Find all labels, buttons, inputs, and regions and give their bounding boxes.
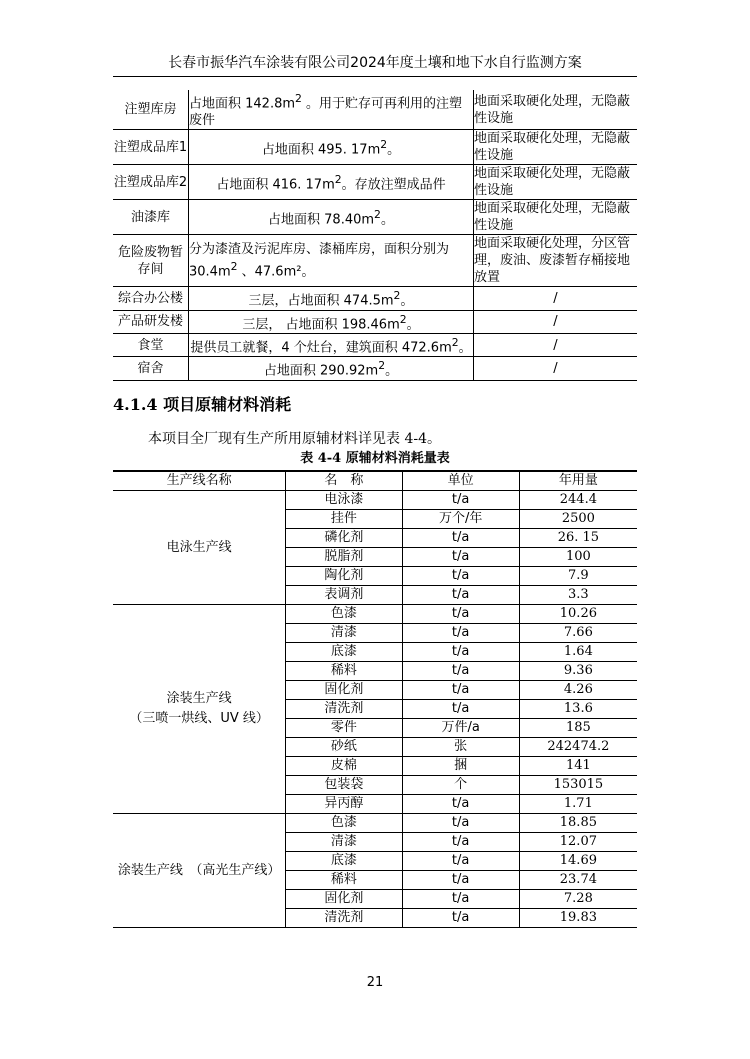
material-name-cell: 色漆 bbox=[286, 605, 402, 624]
material-unit-cell: t/a bbox=[402, 529, 519, 548]
superscript-unit: 2 bbox=[378, 359, 386, 373]
facility-name-cell: 油漆库 bbox=[113, 200, 189, 235]
material-unit-cell: 张 bbox=[402, 738, 519, 757]
table-row bbox=[113, 287, 637, 310]
material-name-cell: 清漆 bbox=[286, 624, 402, 643]
production-line-cell bbox=[113, 605, 286, 814]
material-amount-cell: 7.66 bbox=[519, 624, 637, 643]
material-unit-cell: t/a bbox=[402, 795, 519, 814]
table-row bbox=[113, 814, 637, 833]
facility-name-cell: 综合办公楼 bbox=[113, 287, 189, 310]
material-unit-cell: 个 bbox=[402, 776, 519, 795]
material-unit-cell: t/a bbox=[402, 833, 519, 852]
facility-desc-cell bbox=[189, 90, 474, 130]
facility-desc-cell bbox=[189, 333, 474, 356]
facility-desc-text: 占地面积 416. 17m bbox=[216, 177, 335, 193]
superscript-unit: 2 bbox=[230, 260, 238, 274]
material-amount-cell: 141 bbox=[519, 757, 637, 776]
table-caption: 表 4-4 原辅材料消耗量表 bbox=[300, 451, 450, 466]
page-number: 21 bbox=[366, 975, 384, 990]
table-row bbox=[113, 310, 637, 333]
facility-measure-cell: / bbox=[474, 310, 638, 333]
material-name-cell: 清洗剂 bbox=[286, 700, 402, 719]
facility-measure-cell: / bbox=[474, 333, 638, 356]
document-header-title: 长春市振华汽车涂装有限公司2024年度土壤和地下水自行监测方案 bbox=[168, 55, 582, 71]
materials-table bbox=[113, 470, 637, 928]
header-cell-line: 生产线名称 bbox=[113, 471, 286, 491]
facility-name-cell: 危险废物暂存间 bbox=[113, 235, 189, 287]
material-unit-cell: t/a bbox=[402, 814, 519, 833]
table-row bbox=[113, 165, 637, 200]
material-name-cell: 磷化剂 bbox=[286, 529, 402, 548]
facility-name-cell: 宿舍 bbox=[113, 357, 189, 380]
facility-measure-cell: 地面采取硬化处理，无隐蔽性设施 bbox=[474, 200, 638, 235]
material-unit-cell: t/a bbox=[402, 643, 519, 662]
material-amount-cell: 26. 15 bbox=[519, 529, 637, 548]
facility-measure-cell: 地面采取硬化处理，无隐蔽性设施 bbox=[474, 130, 638, 165]
table-row bbox=[113, 605, 637, 624]
material-name-cell: 皮棉 bbox=[286, 757, 402, 776]
material-amount-cell: 10.26 bbox=[519, 605, 637, 624]
facility-measure-cell: / bbox=[474, 357, 638, 380]
header-cell-name: 名 称 bbox=[286, 471, 402, 491]
header-rule bbox=[113, 76, 637, 77]
material-unit-cell: t/a bbox=[402, 624, 519, 643]
material-name-cell: 稀料 bbox=[286, 662, 402, 681]
material-name-cell: 陶化剂 bbox=[286, 567, 402, 586]
section-heading: 4.1.4 项目原辅材料消耗 bbox=[113, 395, 292, 414]
material-amount-cell: 7.28 bbox=[519, 890, 637, 909]
material-unit-cell: t/a bbox=[402, 567, 519, 586]
material-amount-cell: 185 bbox=[519, 719, 637, 738]
facility-name-cell: 产品研发楼 bbox=[113, 310, 189, 333]
material-unit-cell: 万个/年 bbox=[402, 510, 519, 529]
table-row bbox=[113, 357, 637, 380]
material-amount-cell: 19.83 bbox=[519, 909, 637, 928]
facility-desc-text: 分为漆渣及污泥库房、漆桶库房，面积分别为30.4m bbox=[189, 242, 450, 280]
facility-desc-text: 占地面积 78.40m bbox=[268, 212, 375, 228]
material-amount-cell: 1.71 bbox=[519, 795, 637, 814]
material-amount-cell: 7.9 bbox=[519, 567, 637, 586]
facility-desc-text: 三层，占地面积 474.5m bbox=[248, 293, 394, 309]
material-name-cell: 底漆 bbox=[286, 852, 402, 871]
material-amount-cell: 23.74 bbox=[519, 871, 637, 890]
material-amount-cell: 12.07 bbox=[519, 833, 637, 852]
material-name-cell: 稀料 bbox=[286, 871, 402, 890]
header-cell-amount: 年用量 bbox=[519, 471, 637, 491]
material-unit-cell: t/a bbox=[402, 491, 519, 510]
production-line-cell bbox=[113, 814, 286, 928]
table-row bbox=[113, 235, 637, 287]
table-row bbox=[113, 200, 637, 235]
facility-desc-text: 。 bbox=[406, 316, 420, 332]
material-amount-cell: 2500 bbox=[519, 510, 637, 529]
material-name-cell: 色漆 bbox=[286, 814, 402, 833]
facility-desc-text: 。存放注塑成品件 bbox=[341, 177, 446, 193]
table-row bbox=[113, 491, 637, 510]
material-name-cell: 异丙醇 bbox=[286, 795, 402, 814]
facility-measure-cell: / bbox=[474, 287, 638, 310]
material-unit-cell: t/a bbox=[402, 605, 519, 624]
material-name-cell: 脱脂剂 bbox=[286, 548, 402, 567]
facility-measure-cell: 地面采取硬化处理，无隐蔽性设施 bbox=[474, 165, 638, 200]
material-unit-cell: t/a bbox=[402, 586, 519, 605]
material-amount-cell: 100 bbox=[519, 548, 637, 567]
production-line-subname: （三喷一烘线、UV 线） bbox=[129, 711, 269, 726]
material-name-cell: 电泳漆 bbox=[286, 491, 402, 510]
material-amount-cell: 13.6 bbox=[519, 700, 637, 719]
facility-desc-cell bbox=[189, 357, 474, 380]
materials-header-row bbox=[113, 471, 637, 491]
material-name-cell: 清洗剂 bbox=[286, 909, 402, 928]
material-amount-cell: 244.4 bbox=[519, 491, 637, 510]
production-line-name: 电泳生产线 bbox=[166, 539, 232, 555]
material-amount-cell: 9.36 bbox=[519, 662, 637, 681]
material-unit-cell: t/a bbox=[402, 662, 519, 681]
material-unit-cell: t/a bbox=[402, 890, 519, 909]
superscript-unit: 2 bbox=[295, 92, 302, 105]
material-amount-cell: 153015 bbox=[519, 776, 637, 795]
facility-name-cell: 注塑库房 bbox=[113, 90, 189, 130]
superscript-unit: 2 bbox=[393, 289, 401, 303]
facility-desc-text: 。用于贮存可再利用的注塑废件 bbox=[189, 96, 463, 129]
facility-desc-text: 。 bbox=[380, 212, 394, 228]
production-line-name: 涂装生产线 （高光生产线） bbox=[117, 862, 281, 878]
facility-desc-cell bbox=[189, 310, 474, 333]
material-unit-cell: 捆 bbox=[402, 757, 519, 776]
material-name-cell: 包装袋 bbox=[286, 776, 402, 795]
facility-desc-text: 。 bbox=[400, 293, 414, 309]
facility-measure-cell: 地面采取硬化处理，无隐蔽性设施 bbox=[474, 90, 638, 130]
facility-desc-text: 占地面积 290.92m bbox=[263, 363, 379, 379]
material-name-cell: 固化剂 bbox=[286, 890, 402, 909]
header-cell-unit: 单位 bbox=[402, 471, 519, 491]
facility-name-cell: 注塑成品库2 bbox=[113, 165, 189, 200]
facility-desc-cell bbox=[189, 200, 474, 235]
material-name-cell: 零件 bbox=[286, 719, 402, 738]
facility-desc-cell bbox=[189, 235, 474, 287]
production-line-cell bbox=[113, 491, 286, 605]
facility-desc-text: 、47.6m²。 bbox=[237, 264, 315, 280]
facility-name-cell: 食堂 bbox=[113, 333, 189, 356]
material-amount-cell: 14.69 bbox=[519, 852, 637, 871]
facility-table bbox=[113, 90, 637, 381]
superscript-unit: 2 bbox=[374, 208, 381, 222]
facility-desc-cell bbox=[189, 287, 474, 310]
material-amount-cell: 4.26 bbox=[519, 681, 637, 700]
material-unit-cell: t/a bbox=[402, 871, 519, 890]
material-unit-cell: 万件/a bbox=[402, 719, 519, 738]
section-paragraph: 本项目全厂现有生产所用原辅材料详见表 4-4。 bbox=[148, 431, 441, 447]
facility-desc-text: 。 bbox=[385, 363, 399, 379]
table-row bbox=[113, 130, 637, 165]
facility-desc-text: 。 bbox=[458, 340, 472, 356]
facility-desc-cell bbox=[189, 165, 474, 200]
material-amount-cell: 18.85 bbox=[519, 814, 637, 833]
material-name-cell: 挂件 bbox=[286, 510, 402, 529]
material-name-cell: 砂纸 bbox=[286, 738, 402, 757]
superscript-unit: 2 bbox=[451, 335, 459, 349]
material-name-cell: 固化剂 bbox=[286, 681, 402, 700]
material-amount-cell: 1.64 bbox=[519, 643, 637, 662]
material-unit-cell: t/a bbox=[402, 909, 519, 928]
material-name-cell: 清漆 bbox=[286, 833, 402, 852]
material-name-cell: 底漆 bbox=[286, 643, 402, 662]
production-line-name: 涂装生产线 bbox=[166, 691, 232, 706]
table-row bbox=[113, 333, 637, 356]
material-unit-cell: t/a bbox=[402, 852, 519, 871]
superscript-unit: 2 bbox=[399, 312, 407, 326]
material-unit-cell: t/a bbox=[402, 700, 519, 719]
facility-desc-text: 。 bbox=[387, 142, 401, 158]
table-row bbox=[113, 90, 637, 130]
material-amount-cell: 3.3 bbox=[519, 586, 637, 605]
facility-desc-text: 提供员工就餐，4 个灶台，建筑面积 472.6m bbox=[190, 340, 452, 356]
superscript-unit: 2 bbox=[334, 173, 342, 187]
material-name-cell: 表调剂 bbox=[286, 586, 402, 605]
material-unit-cell: t/a bbox=[402, 681, 519, 700]
superscript-unit: 2 bbox=[380, 138, 388, 152]
material-unit-cell: t/a bbox=[402, 548, 519, 567]
facility-desc-cell bbox=[189, 130, 474, 165]
facility-measure-cell: 地面采取硬化处理，分区管理，废油、废漆暂存桶接地放置 bbox=[474, 235, 638, 287]
facility-name-cell: 注塑成品库1 bbox=[113, 130, 189, 165]
material-amount-cell: 242474.2 bbox=[519, 738, 637, 757]
facility-desc-text: 占地面积 495. 17m bbox=[261, 142, 381, 158]
facility-desc-text: 三层， 占地面积 198.46m bbox=[242, 316, 400, 332]
facility-desc-text: 占地面积 142.8m bbox=[189, 96, 296, 112]
